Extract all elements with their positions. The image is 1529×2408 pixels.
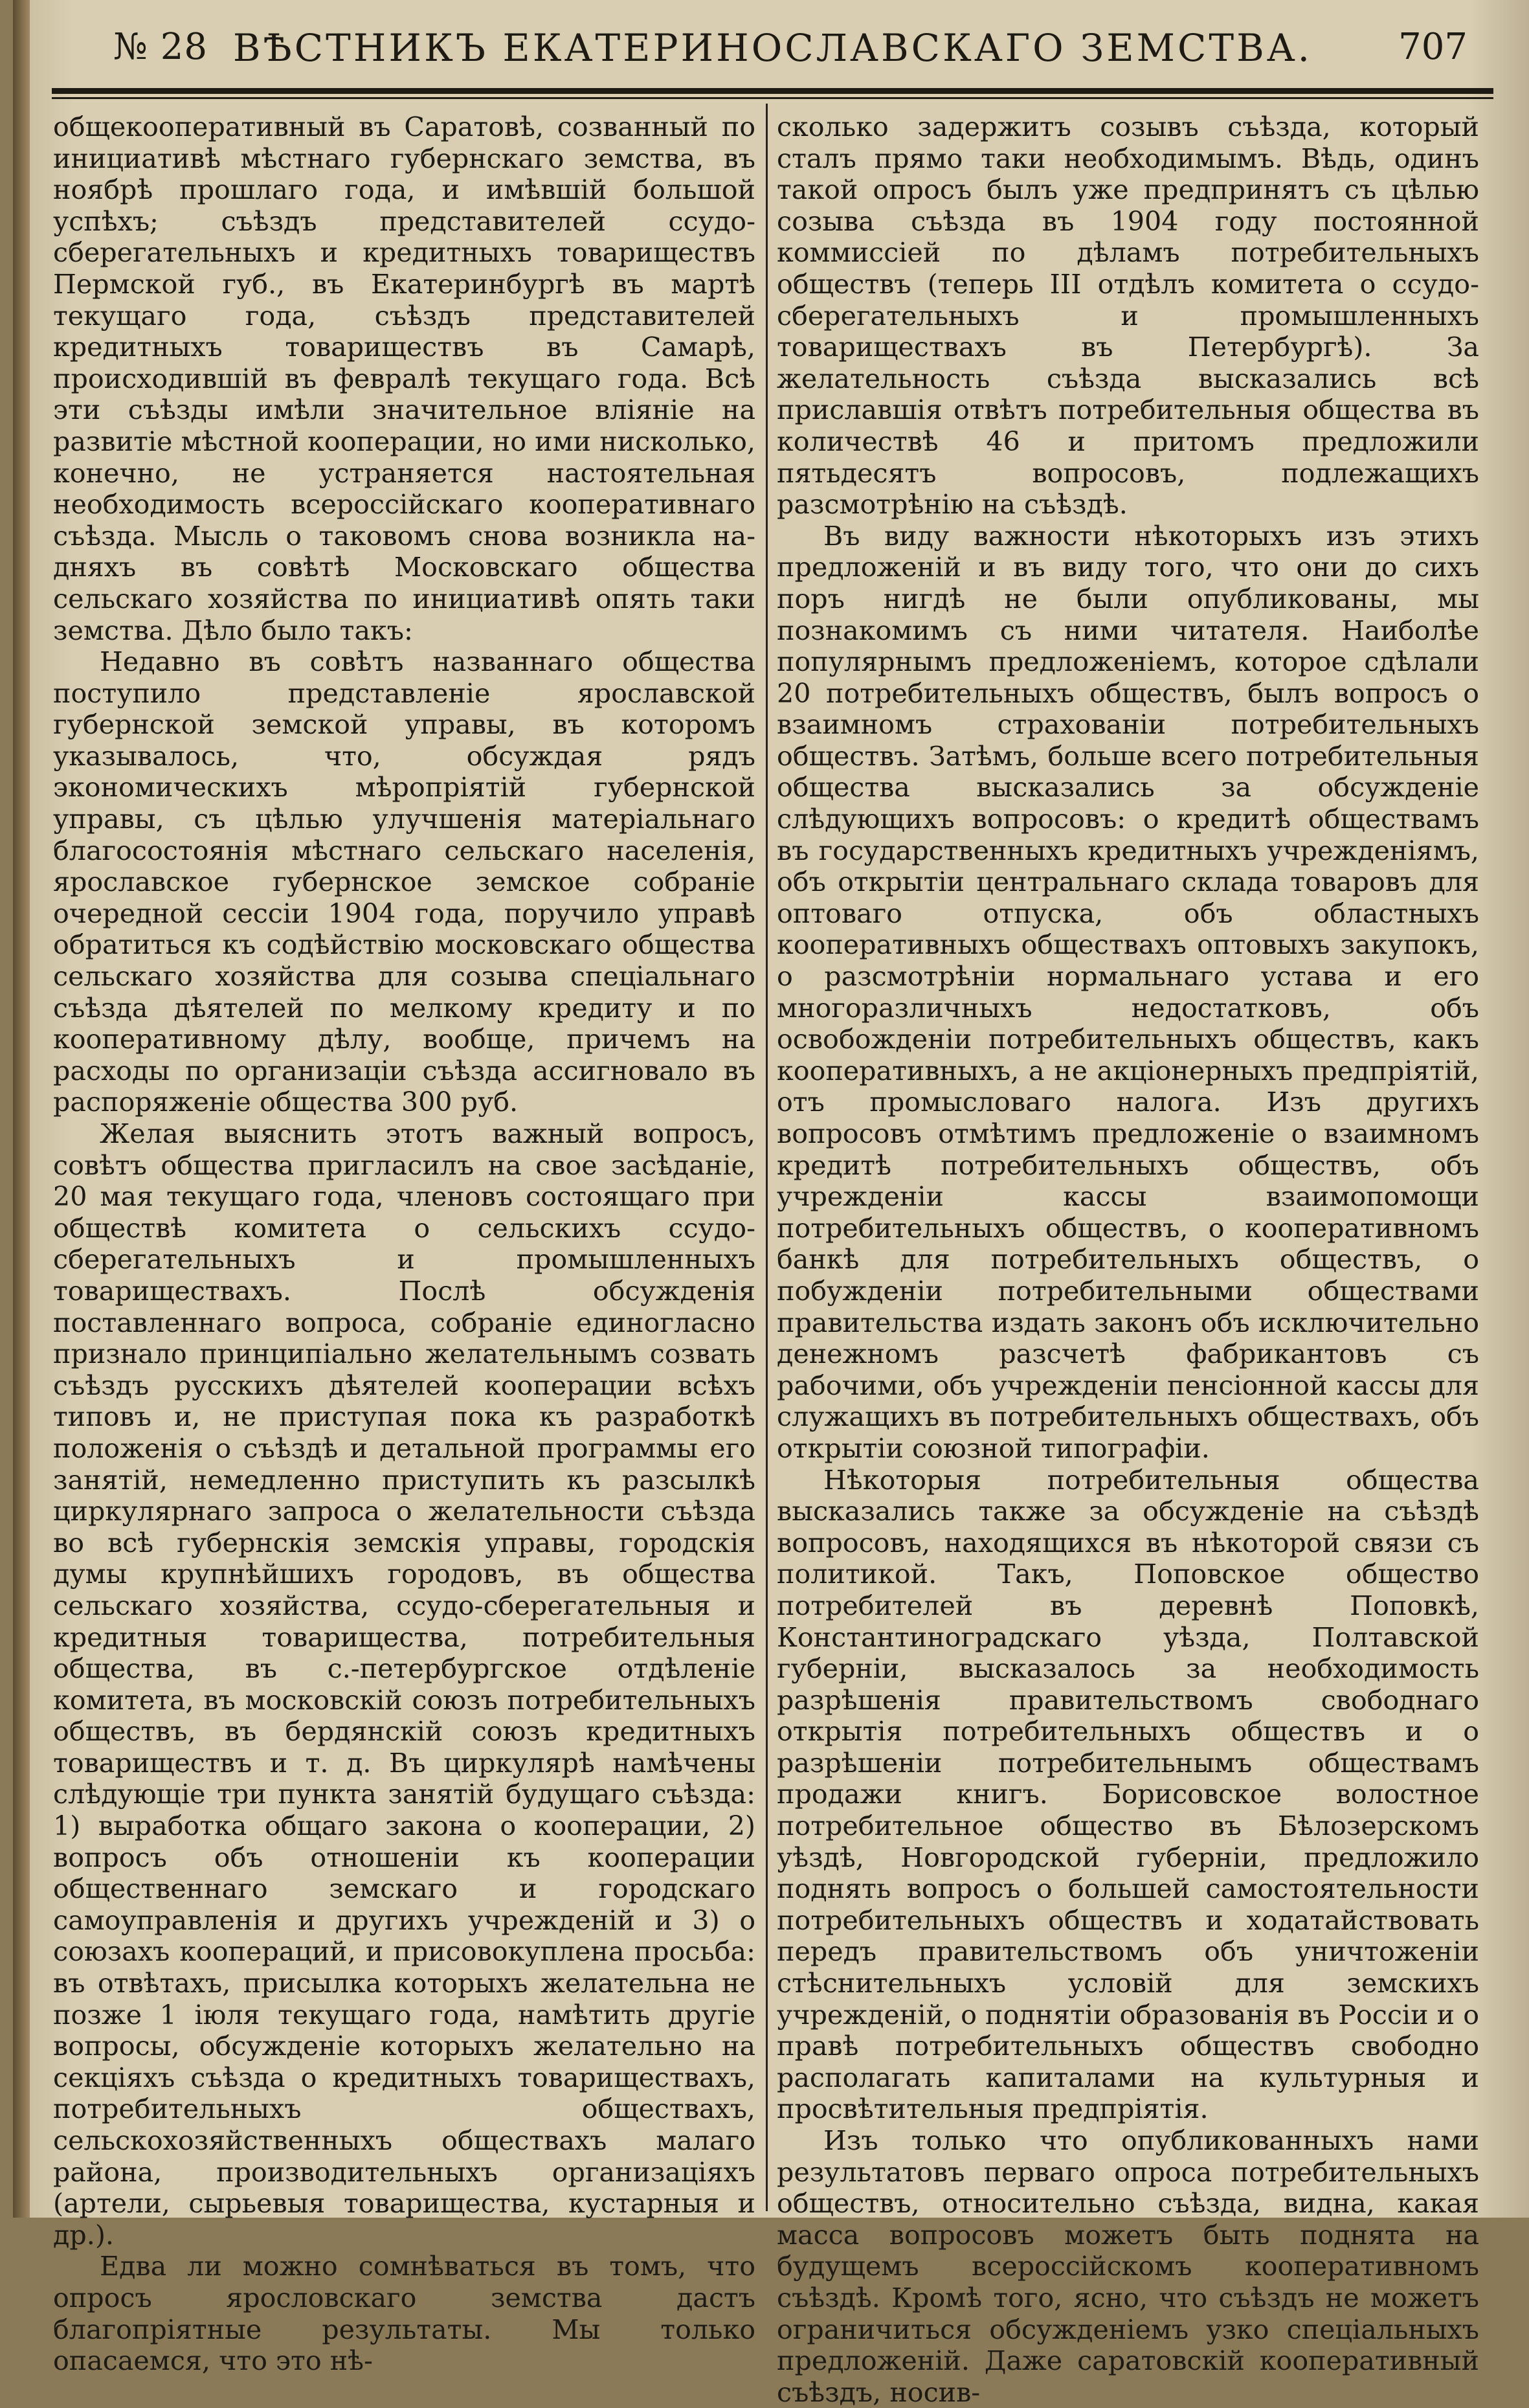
left-paragraph-4: Едва ли можно сомнѣваться въ томъ, что опросъ ярословскаго земства дастъ благопріятные результаты. Мы только опасаемся, что это нѣ- (53, 2251, 755, 2377)
right-paragraph-4: Изъ только что опубликованныхъ нами результатовъ перваго опроса потребительныхъ обществъ, относительно съѣзда, видна, какая масса вопросовъ можетъ быть поднята на будущемъ всероссійскомъ кооперативномъ съѣздѣ. Кромѣ того, ясно, что съѣздъ не можетъ ограничиться обсужденіемъ узко спеціальныхъ предложеній. Даже саратовскій кооперативный съѣздъ, носив- (777, 2125, 1479, 2408)
page-header (52, 19, 1493, 91)
binding-edge (13, 0, 30, 2218)
newspaper-page (13, 0, 1529, 2408)
left-paragraph-3: Желая выяснить этотъ важный вопросъ, совѣтъ общества пригласилъ на свое засѣданіе, 20 мая текущаго года, членовъ состоящаго при обществѣ комитета о сельскихъ ссудо-сберегательныхъ и промышленныхъ товариществахъ. Послѣ обсужденія поставленнаго вопроса, собраніе единогласно признало принципіально желательнымъ созвать съѣздъ русскихъ дѣятелей кооперации всѣхъ типовъ и, не приступая пока къ разработкѣ положенія о съѣздѣ и детальной программы его занятій, немедленно приступить къ разсылкѣ циркулярнаго запроса о желательности съѣзда во всѣ губернскія земскія управы, городскія думы крупнѣйшихъ городовъ, въ общества сельскаго хозяйства, ссудо-сберегательныя и кредитныя товарищества, потребительныя общества, въ с.-петербургское отдѣленіе комитета, въ московскій союзъ потребительныхъ обществъ, въ бердянскій союзъ кредитныхъ товариществъ и т. д. Въ циркулярѣ намѣчены слѣдующіе три пункта занятій будущаго съѣзда: 1) выработка общаго закона о кооперации, 2) вопросъ объ отношеніи къ кооперации общественнаго земскаго и городскаго самоуправленія и другихъ учрежденій и 3) о союзахъ коопераций, и присовокуплена просьба: въ отвѣтахъ, присылка которыхъ желательна не позже 1 іюля текущаго года, намѣтить другіе вопросы, обсужденіе которыхъ желательно на секціяхъ съѣзда о кредитныхъ товариществахъ, потребительныхъ обществахъ, сельскохозяйственныхъ обществахъ малаго района, производительныхъ организаціяхъ (артели, сырьевыя товарищества, кустарныя и др.). (53, 1118, 755, 2251)
left-column (53, 111, 755, 2377)
right-paragraph-1: сколько задержитъ созывъ съѣзда, который сталъ прямо таки необходимымъ. Вѣдь, одинъ такой опросъ былъ уже предпринятъ съ цѣлью созыва съѣзда въ 1904 году постоянной коммиссіей по дѣламъ потребительныхъ обществъ (теперь III отдѣлъ комитета о ссудо-сберегательныхъ и промышленныхъ товариществахъ въ Петербургѣ). За желательность съѣзда высказались всѣ приславшія отвѣтъ потребительныя общества въ количествѣ 46 и притомъ предложили пятьдесятъ вопросовъ, подлежащихъ разсмотрѣнію на съѣздѣ. (777, 111, 1479, 521)
header-rule-thick (52, 88, 1493, 94)
right-paragraph-3: Нѣкоторыя потребительныя общества высказались также за обсужденіе на съѣздѣ вопросовъ, находящихся въ нѣкоторой связи съ политикой. Такъ, Поповское общество потребителей въ деревнѣ Поповкѣ, Константиноградскаго уѣзда, Полтавской губерніи, высказалось за необходимость разрѣшенія правительствомъ свободнаго открытія потребительныхъ обществъ и о разрѣшеніи потребительнымъ обществамъ продажи книгъ. Борисовское волостное потребительное общество въ Бѣлозерскомъ уѣздѣ, Новгородской губерніи, предложило поднять вопросъ о большей самостоятельности потребительныхъ обществъ и ходатайствовать передъ правительствомъ объ уничтоженіи стѣснительныхъ условій для земскихъ учрежденій, о поднятіи образованія въ Россіи и о правѣ потребительныхъ обществъ свободно располагать капиталами на культурныя и просвѣтительныя предпріятія. (777, 1464, 1479, 2125)
page-number: 707 (1398, 26, 1468, 68)
header-rule-thin (52, 97, 1493, 99)
publication-title: ВѢСТНИКЪ ЕКАТЕРИНОСЛАВСКАГО ЗЕМСТВА. (232, 26, 1313, 70)
left-paragraph-2: Недавно въ совѣтъ названнаго общества поступило представленіе ярославской губернской земской управы, въ которомъ указывалось, что, обсуждая рядъ экономическихъ мѣропріятій губернской управы, съ цѣлью улучшенія матеріальнаго благосостоянія мѣстнаго сельскаго населенія, ярославское губернское земское собраніе очередной сессіи 1904 года, поручило управѣ обратиться къ содѣйствію московскаго общества сельскаго хозяйства для созыва спеціальнаго съѣзда дѣятелей по мелкому кредиту и по кооперативному дѣлу, вообще, причемъ на расходы по организаціи съѣзда ассигновало въ распоряженіе общества 300 руб. (53, 646, 755, 1118)
issue-number: № 28 (113, 26, 208, 68)
right-column (777, 111, 1479, 2408)
column-divider (766, 104, 768, 2211)
right-paragraph-2: Въ виду важности нѣкоторыхъ изъ этихъ предложеній и въ виду того, что они до сихъ поръ нигдѣ не были опубликованы, мы познакомимъ съ ними читателя. Наиболѣе популярнымъ предложеніемъ, которое сдѣлали 20 потребительныхъ обществъ, былъ вопросъ о взаимномъ страхованіи потребительныхъ обществъ. Затѣмъ, больше всего потребительныя общества высказались за обсужденіе слѣдующихъ вопросовъ: о кредитѣ обществамъ въ государственныхъ кредитныхъ учрежденіямъ, объ открытіи центральнаго склада товаровъ для оптоваго отпуска, объ областныхъ кооперативныхъ обществахъ оптовыхъ закупокъ, о разсмотрѣніи нормальнаго устава и его многоразличныхъ недостатковъ, объ освобожденіи потребительныхъ обществъ, какъ кооперативныхъ, а не акціонерныхъ предпріятій, отъ промысловаго налога. Изъ другихъ вопросовъ отмѣтимъ предложеніе о взаимномъ кредитѣ потребительныхъ обществъ, объ учрежденіи кассы взаимопомощи потребительныхъ обществъ, о кооперативномъ банкѣ для потребительныхъ обществъ, о побужденіи потребительными обществами правительства издать законъ объ исключительно денежномъ разсчетѣ фабрикантовъ съ рабочими, объ учрежденіи пенсіонной кассы для служащихъ въ потребительныхъ обществахъ, объ открытіи союзной типографіи. (777, 520, 1479, 1464)
left-paragraph-1: общекооперативный въ Саратовѣ, созванный по инициативѣ мѣстнаго губернскаго земства, въ ноябрѣ прошлаго года, и имѣвшій большой успѣхъ; съѣздъ представителей ссудо-сберегательныхъ и кредитныхъ товариществъ Пермской губ., въ Екатеринбургѣ въ мартѣ текущаго года, съѣздъ представителей кредитныхъ товариществъ въ Самарѣ, происходившій въ февралѣ текущаго года. Всѣ эти съѣзды имѣли значительное вліяніе на развитіе мѣстной кооперации, но ими нисколько, конечно, не устраняется настоятельная необходимость всероссійскаго кооперативнаго съѣзда. Мысль о таковомъ снова возникла на-дняхъ въ совѣтѣ Московскаго общества сельскаго хозяйства по инициативѣ опять таки земства. Дѣло было такъ: (53, 111, 755, 646)
